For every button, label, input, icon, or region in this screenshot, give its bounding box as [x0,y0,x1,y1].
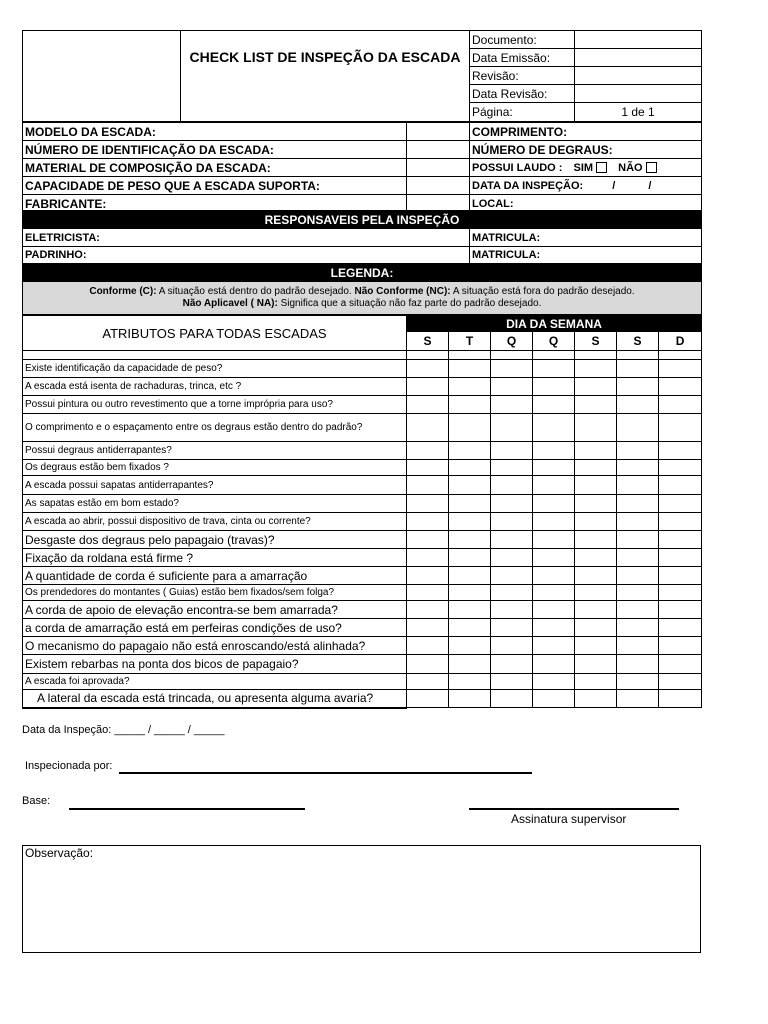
checklist-day-cell[interactable] [407,396,449,414]
matricula-label[interactable]: MATRICULA: [470,229,702,247]
checklist-day-cell[interactable] [575,460,617,476]
checklist-day-cell[interactable] [533,690,575,708]
doc-field-label: Documento: [470,31,575,49]
checklist-day-cell[interactable] [407,549,449,567]
checklist-row [23,619,702,637]
checklist-day-cell[interactable] [617,549,659,567]
checklist-table [22,315,702,709]
checklist-day-cell[interactable] [575,549,617,567]
checklist-day-cell[interactable] [449,476,491,495]
checklist-row [23,414,702,442]
checklist-day-cell[interactable] [533,567,575,585]
checklist-day-cell[interactable] [491,414,533,442]
header-table [22,30,702,122]
checklist-day-cell[interactable] [575,690,617,708]
checklist-day-cell[interactable] [575,442,617,460]
checklist-day-cell[interactable] [491,601,533,619]
checklist-item-label: Fixação da roldana está firme ? [23,549,407,567]
checklist-day-cell[interactable] [533,601,575,619]
day-header: S [407,332,449,351]
checklist-day-cell[interactable] [407,655,449,674]
checklist-row [23,495,702,513]
legenda-na-label: Não Aplicavel ( NA): [182,298,278,309]
checklist-day-cell[interactable] [491,619,533,637]
checklist-row [23,567,702,585]
checklist-day-cell[interactable] [449,513,491,531]
legenda-c-label: Conforme (C): [89,286,157,297]
checklist-item-label: Desgaste dos degraus pelo papagaio (travas)? [23,531,407,549]
checklist-item-label: A escada está isenta de rachaduras, trinca, etc ? [23,378,407,396]
checklist-day-cell[interactable] [491,637,533,655]
checklist-day-cell[interactable] [533,495,575,513]
checklist-day-cell[interactable] [617,476,659,495]
checklist-day-cell[interactable] [449,531,491,549]
checklist-day-cell[interactable] [533,396,575,414]
modelo-field[interactable] [407,123,470,141]
doc-field-label: Revisão: [470,67,575,85]
checklist-day-cell[interactable] [449,396,491,414]
checklist-day-cell[interactable] [575,360,617,378]
nao-checkbox[interactable] [646,162,657,173]
day-header: Q [491,332,533,351]
checklist-day-cell[interactable] [449,460,491,476]
checklist-day-cell[interactable] [449,690,491,708]
legenda-box [23,282,702,315]
footer-base-label: Base: [22,795,51,807]
checklist-day-cell[interactable] [407,360,449,378]
material-label: MATERIAL DE COMPOSIÇÃO DA ESCADA: [23,159,407,177]
nao-label: NÃO [618,161,643,174]
sim-label: SIM [573,161,594,174]
checklist-day-cell[interactable] [659,396,702,414]
doc-field-label: Data Emissão: [470,49,575,67]
assinatura-label: Assinatura supervisor [511,812,627,826]
checklist-day-cell[interactable] [659,637,702,655]
checklist-day-cell[interactable] [449,414,491,442]
checklist-row [23,585,702,601]
checklist-day-cell[interactable] [575,655,617,674]
eletricista-label[interactable]: ELETRICISTA: [23,229,470,247]
checklist-day-cell[interactable] [449,378,491,396]
checklist-day-cell[interactable] [533,442,575,460]
footer-inspecionada-label: Inspecionada por: [25,760,113,772]
checklist-day-cell[interactable] [575,531,617,549]
checklist-day-cell[interactable] [491,460,533,476]
checklist-item-label: Existe identificação da capacidade de peso? [23,360,407,378]
doc-field-value[interactable] [575,85,702,103]
checklist-day-cell[interactable] [617,619,659,637]
observacao-label: Observação: [25,846,94,860]
checklist-day-cell[interactable] [491,495,533,513]
date-separator: / [648,179,652,192]
checklist-day-cell[interactable] [659,378,702,396]
checklist-day-cell[interactable] [659,495,702,513]
comprimento-label: COMPRIMENTO: [470,123,702,141]
checklist-row [23,637,702,655]
checklist-day-cell[interactable] [617,601,659,619]
legenda-c-text: A situação está dentro do padrão desejado. [156,286,355,297]
checklist-day-cell[interactable] [575,674,617,690]
checklist-day-cell[interactable] [533,414,575,442]
attributes-title: ATRIBUTOS PARA TODAS ESCADAS [23,316,407,351]
checklist-day-cell[interactable] [659,655,702,674]
doc-field-value[interactable] [575,31,702,49]
checklist-day-cell[interactable] [449,549,491,567]
checklist-day-cell[interactable] [407,674,449,690]
checklist-day-cell[interactable] [617,585,659,601]
checklist-day-cell[interactable] [407,690,449,708]
checklist-day-cell[interactable] [533,360,575,378]
checklist-day-cell[interactable] [575,495,617,513]
checklist-row [23,396,702,414]
checklist-day-cell[interactable] [659,549,702,567]
checklist-item-label: O mecanismo do papagaio não está enroscando/está alinhada? [23,637,407,655]
checklist-day-cell[interactable] [575,567,617,585]
checklist-day-cell[interactable] [491,476,533,495]
checklist-day-cell[interactable] [659,690,702,708]
day-header: S [575,332,617,351]
capacidade-field[interactable] [407,177,470,195]
checklist-day-cell[interactable] [617,690,659,708]
checklist-item-label: Possui degraus antiderrapantes? [23,442,407,460]
checklist-day-cell[interactable] [659,360,702,378]
checklist-item-label: A escada foi aprovada? [23,674,407,690]
checklist-row [23,476,702,495]
possui-laudo-cell [470,159,702,177]
checklist-day-cell[interactable] [617,655,659,674]
checklist-item-label: Possui pintura ou outro revestimento que a torne imprópria para uso? [23,396,407,414]
checklist-day-cell[interactable] [449,637,491,655]
checklist-day-cell[interactable] [533,619,575,637]
data-inspecao-label: DATA DA INSPEÇÃO: [472,179,584,192]
checklist-day-cell[interactable] [407,637,449,655]
checklist-day-cell[interactable] [407,531,449,549]
checklist-day-cell[interactable] [575,637,617,655]
checklist-day-cell[interactable] [491,655,533,674]
checklist-day-cell[interactable] [491,674,533,690]
checklist-day-cell[interactable] [659,414,702,442]
checklist-day-cell[interactable] [533,378,575,396]
checklist-item-label: O comprimento e o espaçamento entre os degraus estão dentro do padrão? [23,414,407,442]
checklist-item-label: A escada ao abrir, possui dispositivo de trava, cinta ou corrente? [23,513,407,531]
checklist-item-label: Os prendedores do montantes ( Guias) estão bem fixados/sem folga? [23,585,407,601]
checklist-day-cell[interactable] [617,396,659,414]
numero-id-field[interactable] [407,141,470,159]
checklist-day-cell[interactable] [659,531,702,549]
checklist-day-cell[interactable] [407,414,449,442]
checklist-day-cell[interactable] [407,378,449,396]
numero-id-label: NÚMERO DE IDENTIFICAÇÃO DA ESCADA: [23,141,407,159]
checklist-day-cell[interactable] [575,601,617,619]
checklist-item-label: Existem rebarbas na ponta dos bicos de papagaio? [23,655,407,674]
checklist-day-cell[interactable] [407,513,449,531]
checklist-row [23,690,702,708]
num-degraus-label: NÚMERO DE DEGRAUS: [470,141,702,159]
day-header: D [659,332,702,351]
page-title: CHECK LIST DE INSPEÇÃO DA ESCADA [189,49,461,65]
material-field[interactable] [407,159,470,177]
checklist-row [23,549,702,567]
legenda-nc-text: A situação está fora do padrão desejado. [450,286,635,297]
modelo-label: MODELO DA ESCADA: [23,123,407,141]
checklist-day-cell[interactable] [407,567,449,585]
checklist-day-cell[interactable] [533,585,575,601]
checklist-item-label: As sapatas estão em bom estado? [23,495,407,513]
checklist-day-cell[interactable] [449,619,491,637]
doc-field-label: Página: [470,103,575,122]
checklist-day-cell[interactable] [407,476,449,495]
checklist-day-cell[interactable] [617,442,659,460]
checklist-item-label: A lateral da escada está trincada, ou apresenta alguma avaria? [23,690,407,708]
checklist-row [23,378,702,396]
checklist-day-cell[interactable] [575,513,617,531]
checklist-row [23,360,702,378]
matricula-label[interactable]: MATRICULA: [470,247,702,264]
week-title: DIA DA SEMANA [407,316,702,332]
checklist-item-label: Os degraus estão bem fixados ? [23,460,407,476]
checklist-day-cell[interactable] [491,690,533,708]
legenda-line-2 [25,298,699,310]
date-separator: / [612,179,616,192]
checklist-row [23,460,702,476]
checklist-day-cell[interactable] [617,460,659,476]
checklist-day-cell[interactable] [617,637,659,655]
checklist-day-cell[interactable] [491,549,533,567]
checklist-day-cell[interactable] [533,476,575,495]
doc-field-value[interactable] [575,67,702,85]
doc-field-value[interactable] [575,49,702,67]
signature-line[interactable] [469,808,679,810]
checklist-day-cell[interactable] [533,513,575,531]
checklist-day-cell[interactable] [659,585,702,601]
capacidade-label: CAPACIDADE DE PESO QUE A ESCADA SUPORTA: [23,177,407,195]
checklist-day-cell[interactable] [449,585,491,601]
checklist-item-label: A escada possui sapatas antiderrapantes? [23,476,407,495]
checklist-day-cell[interactable] [617,674,659,690]
checklist-day-cell[interactable] [449,567,491,585]
checklist-day-cell[interactable] [491,442,533,460]
checklist-day-cell[interactable] [617,567,659,585]
checklist-day-cell[interactable] [617,414,659,442]
checklist-day-cell[interactable] [407,601,449,619]
checklist-day-cell[interactable] [575,585,617,601]
checklist-day-cell[interactable] [533,549,575,567]
checklist-day-cell[interactable] [491,396,533,414]
checklist-day-cell[interactable] [617,378,659,396]
checklist-row [23,674,702,690]
checklist-row [23,513,702,531]
day-header: S [617,332,659,351]
spacer-row [23,351,702,360]
checklist-row [23,442,702,460]
checklist-day-cell[interactable] [407,442,449,460]
checklist-row [23,655,702,674]
checklist-day-cell[interactable] [533,637,575,655]
footer-data-inspecao[interactable]: Data da Inspeção: _____ / _____ / _____ [22,724,225,736]
info-table [22,122,702,213]
checklist-day-cell[interactable] [449,655,491,674]
checklist-day-cell[interactable] [491,513,533,531]
legenda-na-text: Significa que a situação não faz parte do padrão desejado. [277,298,542,309]
legenda-line-1 [25,286,699,298]
checklist-day-cell[interactable] [407,619,449,637]
checklist-row [23,601,702,619]
checklist-day-cell[interactable] [575,619,617,637]
checklist-day-cell[interactable] [407,460,449,476]
checklist-day-cell[interactable] [491,567,533,585]
checklist-day-cell[interactable] [491,360,533,378]
checklist-day-cell[interactable] [449,442,491,460]
page-title-cell [181,31,470,122]
checklist-day-cell[interactable] [659,674,702,690]
doc-field-label: Data Revisão: [470,85,575,103]
checklist-day-cell[interactable] [575,414,617,442]
legenda-nc-label: Não Conforme (NC): [354,286,451,297]
checklist-day-cell[interactable] [617,513,659,531]
checklist-day-cell[interactable] [575,476,617,495]
checklist-row [23,531,702,549]
checklist-day-cell[interactable] [449,495,491,513]
fabricante-label: FABRICANTE: [23,195,407,213]
possui-laudo-label: POSSUI LAUDO : [472,161,563,174]
checklist-day-cell[interactable] [533,531,575,549]
day-header: T [449,332,491,351]
checklist-day-cell[interactable] [491,585,533,601]
responsaveis-table [22,210,702,315]
checklist-day-cell[interactable] [449,601,491,619]
legenda-title: LEGENDA: [23,264,702,282]
checklist-day-cell[interactable] [491,531,533,549]
day-header: Q [533,332,575,351]
checklist-day-cell[interactable] [659,442,702,460]
checklist-day-cell[interactable] [575,378,617,396]
checklist-day-cell[interactable] [533,655,575,674]
checklist-day-cell[interactable] [617,495,659,513]
checklist-day-cell[interactable] [617,360,659,378]
checklist-day-cell[interactable] [533,674,575,690]
checklist-day-cell[interactable] [617,531,659,549]
checklist-day-cell[interactable] [659,601,702,619]
checklist-item-label: A corda de apoio de elevação encontra-se bem amarrada? [23,601,407,619]
checklist-day-cell[interactable] [659,619,702,637]
checklist-day-cell[interactable] [407,495,449,513]
padrinho-label[interactable]: PADRINHO: [23,247,470,264]
base-line[interactable] [69,808,305,810]
checklist-day-cell[interactable] [449,360,491,378]
local-label: LOCAL: [470,195,702,213]
responsaveis-title: RESPONSAVEIS PELA INSPEÇÃO [23,211,702,229]
checklist-day-cell[interactable] [659,567,702,585]
observacao-box[interactable] [22,845,701,953]
checklist-day-cell[interactable] [449,674,491,690]
checklist-day-cell[interactable] [659,513,702,531]
checklist-item-label: A quantidade de corda é suficiente para a amarração [23,567,407,585]
checklist-day-cell[interactable] [575,396,617,414]
checklist-day-cell[interactable] [491,378,533,396]
page-number: 1 de 1 [575,103,702,122]
data-inspecao-cell [470,177,702,195]
checklist-day-cell[interactable] [659,460,702,476]
inspecionada-line[interactable] [119,772,532,774]
logo-area [23,31,181,122]
checklist-day-cell[interactable] [533,460,575,476]
checklist-day-cell[interactable] [659,476,702,495]
sim-checkbox[interactable] [596,162,607,173]
checklist-day-cell[interactable] [407,585,449,601]
checklist-item-label: a corda de amarração está em perfeiras condições de uso? [23,619,407,637]
